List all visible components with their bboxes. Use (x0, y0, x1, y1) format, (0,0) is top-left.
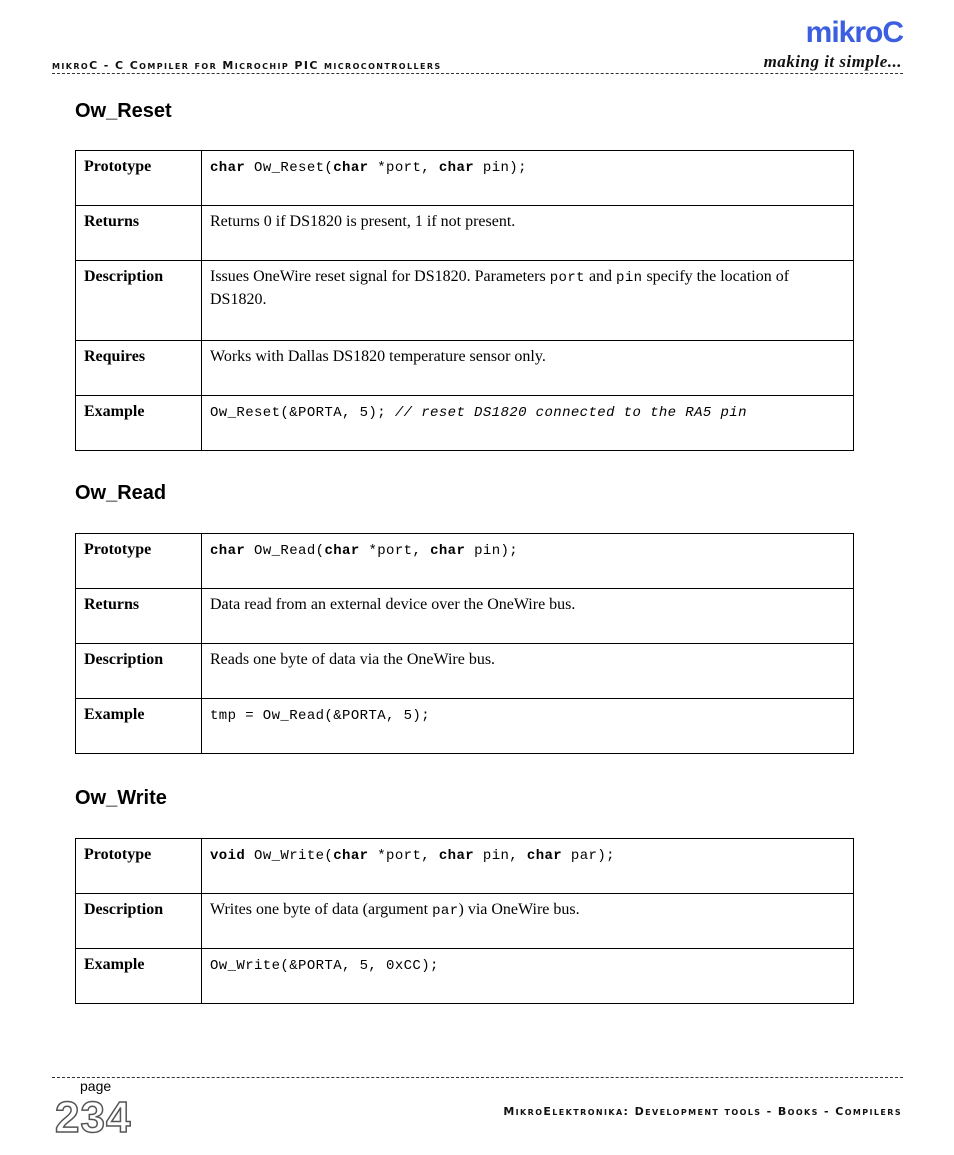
row-label: Description (76, 261, 202, 341)
returns-value: Data read from an external device over the OneWire bus. (202, 589, 854, 644)
prototype-value: char Ow_Reset(char *port, char pin); (202, 151, 854, 206)
row-label: Description (76, 894, 202, 949)
table-row (76, 261, 854, 341)
row-label: Returns (76, 589, 202, 644)
mikroc-logo: mikroC (805, 16, 903, 49)
ow-reset-table (75, 150, 854, 451)
example-value: Ow_Write(&PORTA, 5, 0xCC); (202, 949, 854, 1004)
ow-write-table (75, 838, 854, 1004)
table-row (76, 644, 854, 699)
footer-divider (52, 1077, 903, 1078)
table-row (76, 206, 854, 261)
table-row (76, 894, 854, 949)
table-row (76, 151, 854, 206)
prototype-value: char Ow_Read(char *port, char pin); (202, 534, 854, 589)
example-value: tmp = Ow_Read(&PORTA, 5); (202, 699, 854, 754)
section-title-ow-write: Ow_Write (75, 787, 167, 809)
description-value: Issues OneWire reset signal for DS1820. Parameters port and pin specify the location of DS1820. (202, 261, 854, 341)
page-label: page (80, 1078, 112, 1094)
row-label: Example (76, 396, 202, 451)
row-label: Prototype (76, 534, 202, 589)
table-row (76, 699, 854, 754)
table-row (76, 534, 854, 589)
header-divider (52, 73, 903, 74)
row-label: Example (76, 949, 202, 1004)
footer-publisher: MikroElektronika: Development tools - Books - Compilers (503, 1105, 902, 1118)
requires-value: Works with Dallas DS1820 temperature sensor only. (202, 341, 854, 396)
example-value: Ow_Reset(&PORTA, 5); // reset DS1820 connected to the RA5 pin (202, 396, 854, 451)
row-label: Description (76, 644, 202, 699)
tagline: making it simple... (763, 52, 902, 71)
description-value: Reads one byte of data via the OneWire bus. (202, 644, 854, 699)
row-label: Example (76, 699, 202, 754)
section-title-ow-reset: Ow_Reset (75, 100, 172, 122)
row-label: Returns (76, 206, 202, 261)
table-row (76, 341, 854, 396)
description-value: Writes one byte of data (argument par) via OneWire bus. (202, 894, 854, 949)
row-label: Prototype (76, 151, 202, 206)
ow-read-table (75, 533, 854, 754)
returns-value: Returns 0 if DS1820 is present, 1 if not present. (202, 206, 854, 261)
table-row (76, 949, 854, 1004)
row-label: Requires (76, 341, 202, 396)
row-label: Prototype (76, 839, 202, 894)
table-row (76, 589, 854, 644)
section-title-ow-read: Ow_Read (75, 482, 167, 504)
header-title: mikroC - C Compiler for Microchip PIC microcontrollers (52, 59, 442, 72)
table-row (76, 839, 854, 894)
page-number: 234 (55, 1093, 132, 1142)
table-row (76, 396, 854, 451)
prototype-value: void Ow_Write(char *port, char pin, char par); (202, 839, 854, 894)
